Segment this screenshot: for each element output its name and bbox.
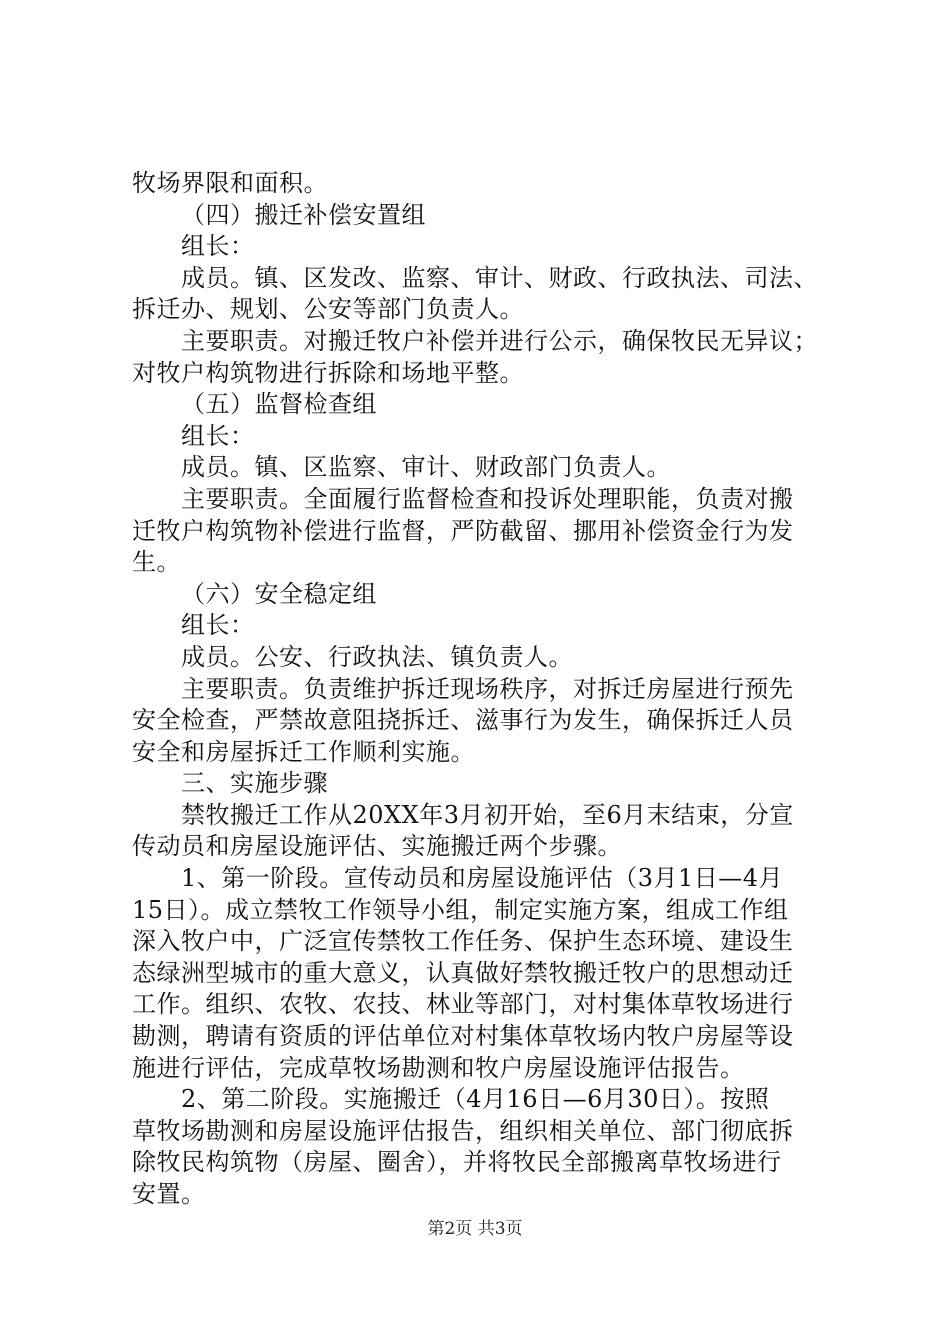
section-heading-6: （六）安全稳定组 [181,579,377,608]
text-line: 拆迁办、规划、公安等部门负责人。 [132,295,524,324]
text-line: 组长： [181,232,255,261]
text-line: 成员。镇、区发改、监察、审计、财政、行政执法、司法、 [181,263,818,292]
text-line: 传动员和房屋设施评估、实施搬迁两个步骤。 [132,832,622,861]
text-line: 安全和房屋拆迁工作顺利实施。 [132,737,475,766]
text-line: 成员。镇、区监察、审计、财政部门负责人。 [181,453,671,482]
text-line: 组长： [181,421,255,450]
text-line: 主要职责。对搬迁牧户补偿并进行公示，确保牧民无异议； [181,326,818,355]
text-line: 2、第二阶段。实施搬迁（4月16日—6月30日）。按照 [181,1085,770,1114]
section-heading-4: （四）搬迁补偿安置组 [181,200,426,229]
section-heading-3: 三、实施步骤 [181,769,328,798]
text-line: 主要职责。全面履行监督检查和投诉处理职能，负责对搬 [181,484,794,513]
text-line: 勘测，聘请有资质的评估单位对村集体草牧场内牧户房屋等设 [132,1022,794,1051]
text-line: 安全检查，严禁故意阻挠拆迁、滋事行为发生，确保拆迁人员 [132,706,794,735]
text-line: 施进行评估，完成草牧场勘测和牧户房屋设施评估报告。 [132,1053,745,1082]
text-line: 除牧民构筑物（房屋、圈舍），并将牧民全部搬离草牧场进行 [132,1148,782,1177]
text-line: 组长： [181,611,255,640]
text-line: 安置。 [132,1180,206,1208]
text-line: 工作。组织、农牧、农技、林业等部门，对村集体草牧场进行 [132,990,794,1019]
text-line: 禁牧搬迁工作从20XX年3月初开始，至6月末结束，分宣 [181,800,794,829]
text-line: 迁牧户构筑物补偿进行监督，严防截留、挪用补偿资金行为发 [132,516,794,545]
text-line: 对牧户构筑物进行拆除和场地平整。 [132,358,524,387]
text-line: 成员。公安、行政执法、镇负责人。 [181,642,573,671]
document-body [132,168,852,1211]
text-line: 1、第一阶段。宣传动员和房屋设施评估（3月1日—4月 [181,864,784,893]
page-number: 第2页 共3页 [427,1219,523,1239]
text-line: 态绿洲型城市的重大意义，认真做好禁牧搬迁牧户的思想动迁 [132,958,794,987]
text-line: 主要职责。负责维护拆迁现场秩序，对拆迁房屋进行预先 [181,674,794,703]
text-line: 深入牧户中，广泛宣传禁牧工作任务、保护生态环境、建设生 [132,927,794,956]
section-heading-5: （五）监督检查组 [181,390,377,419]
text-line: 生。 [132,548,181,577]
text-line: 草牧场勘测和房屋设施评估报告，组织相关单位、部门彻底拆 [132,1116,794,1145]
text-line: 牧场界限和面积。 [132,169,328,197]
text-line: 15日）。成立禁牧工作领导小组，制定实施方案，组成工作组 [132,895,789,924]
